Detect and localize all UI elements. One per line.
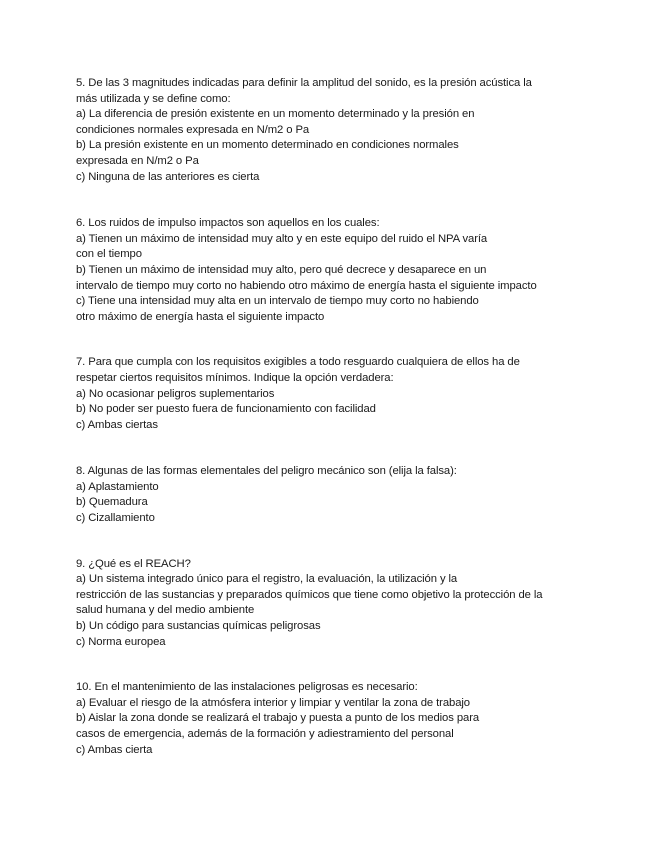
option-a: a) Tienen un máximo de intensidad muy alto y en este equipo del ruido el NPA varía [76, 232, 488, 245]
question-text: más utilizada y se define como: [76, 92, 231, 105]
option-b: b) Quemadura [76, 496, 148, 509]
option-b-continued: expresada en N/m2 o Pa [76, 154, 199, 167]
question-7 [76, 355, 636, 433]
option-c: c) Ambas cierta [76, 743, 153, 756]
option-b: b) Tienen un máximo de intensidad muy alto, pero qué decrece y desaparece en un [76, 263, 487, 276]
question-6 [76, 216, 636, 325]
option-a: a) Evaluar el riesgo de la atmósfera interior y limpiar y ventilar la zona de trabajo [76, 696, 470, 709]
option-b: b) Un código para sustancias químicas peligrosas [76, 620, 321, 633]
question-text: 10. En el mantenimiento de las instalaciones peligrosas es necesario: [76, 681, 418, 694]
option-a: a) Un sistema integrado único para el registro, la evaluación, la utilización y la [76, 573, 458, 586]
question-text: 6. Los ruidos de impulso impactos son aquellos en los cuales: [76, 217, 380, 230]
document-page [76, 76, 636, 787]
option-a-continued: condiciones normales expresada en N/m2 o Pa [76, 123, 310, 136]
option-b: b) Aislar la zona donde se realizará el trabajo y puesta a punto de los medios para [76, 712, 480, 725]
option-a: a) Aplastamiento [76, 480, 159, 493]
question-8 [76, 464, 636, 526]
question-10 [76, 680, 636, 758]
option-c: c) Tiene una intensidad muy alta en un intervalo de tiempo muy corto no habiendo [76, 295, 479, 308]
question-5 [76, 76, 636, 185]
option-a-continued: salud humana y del medio ambiente [76, 604, 255, 617]
question-9 [76, 557, 636, 651]
option-a: a) La diferencia de presión existente en un momento determinado y la presión en [76, 108, 475, 121]
option-c: c) Ninguna de las anteriores es cierta [76, 170, 260, 183]
question-text: respetar ciertos requisitos mínimos. Indique la opción verdadera: [76, 371, 394, 384]
question-text: 9. ¿Qué es el REACH? [76, 557, 191, 570]
option-a-continued: con el tiempo [76, 248, 142, 261]
option-a-continued: restricción de las sustancias y preparados químicos que tiene como objetivo la protección de la [76, 588, 543, 601]
option-c: c) Ambas ciertas [76, 418, 158, 431]
option-c-continued: otro máximo de energía hasta el siguiente impacto [76, 310, 325, 323]
option-b-continued: casos de emergencia, además de la formación y adiestramiento del personal [76, 728, 454, 740]
question-text: 7. Para que cumpla con los requisitos exigibles a todo resguardo cualquiera de ellos ha de [76, 356, 520, 369]
option-b-continued: intervalo de tiempo muy corto no habiendo otro máximo de energía hasta el siguiente impacto [76, 279, 537, 292]
option-a: a) No ocasionar peligros suplementarios [76, 387, 275, 400]
question-text: 5. De las 3 magnitudes indicadas para definir la amplitud del sonido, es la presión acústica la [76, 77, 532, 89]
option-c: c) Cizallamiento [76, 512, 155, 525]
option-b: b) La presión existente en un momento determinado en condiciones normales [76, 139, 459, 152]
option-c: c) Norma europea [76, 635, 166, 648]
question-text: 8. Algunas de las formas elementales del peligro mecánico son (elija la falsa): [76, 465, 457, 478]
option-b: b) No poder ser puesto fuera de funcionamiento con facilidad [76, 403, 376, 416]
